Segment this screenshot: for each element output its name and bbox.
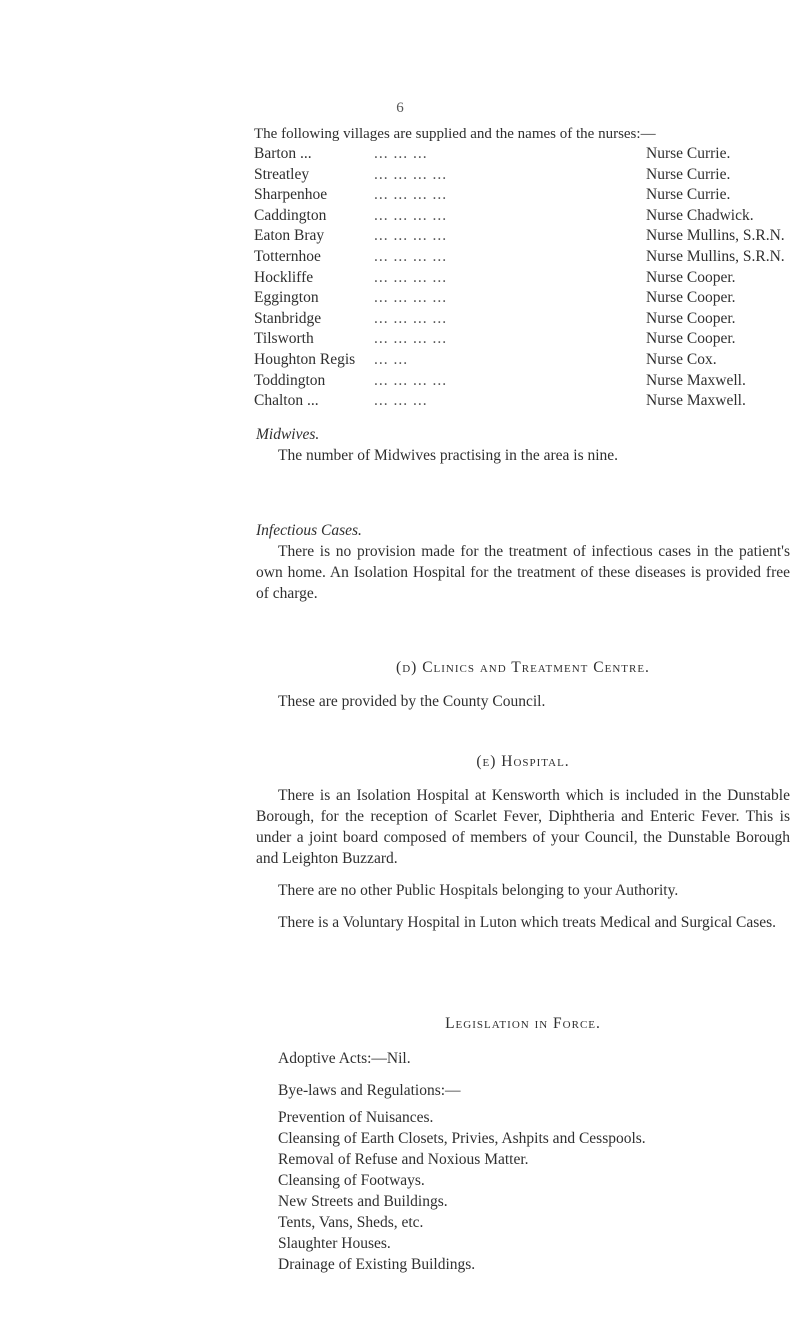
village-name: Hockliffe xyxy=(254,268,314,286)
nurse-name: Nurse Chadwick. xyxy=(646,206,754,224)
byelaw-item: Tents, Vans, Sheds, etc. xyxy=(278,1214,424,1231)
nurse-row xyxy=(254,227,800,248)
hospital-section xyxy=(256,751,790,933)
infectious-text: There is no provision made for the treatment of infectious cases in the patient's own home. An Isolation Hospital for the treatment of these diseases is provided free of charge. xyxy=(256,543,790,602)
adoptive-acts: Adoptive Acts:—Nil. xyxy=(278,1050,411,1067)
byelaw-item: Prevention of Nuisances. xyxy=(278,1109,434,1126)
leader-dots: ... ... ... xyxy=(374,145,428,162)
nurse-name: Nurse Cooper. xyxy=(646,289,736,307)
leader-dots: ... ... ... ... xyxy=(374,227,448,245)
legislation-section xyxy=(256,1013,790,1275)
nurse-row xyxy=(254,269,800,290)
nurse-name: Nurse Cooper. xyxy=(646,309,736,327)
hospital-heading: (e) Hospital. xyxy=(476,753,570,770)
midwives-section xyxy=(256,424,790,466)
byelaw-item: Slaughter Houses. xyxy=(278,1235,391,1252)
nurse-row xyxy=(254,392,800,413)
nurse-name: Nurse Mullins, S.R.N. xyxy=(646,247,785,265)
nurse-row xyxy=(254,330,800,351)
village-name: Eaton Bray xyxy=(254,227,325,245)
leader-dots: ... ... ... ... xyxy=(374,330,448,348)
leader-dots: ... ... ... ... xyxy=(374,165,448,183)
intro-line: The following villages are supplied and the names of the nurses:— xyxy=(254,126,656,142)
leader-dots: ... ... ... xyxy=(374,392,428,410)
leader-dots: ... ... ... ... xyxy=(374,371,448,389)
village-name: Streatley xyxy=(254,165,310,183)
nurse-name: Nurse Maxwell. xyxy=(646,392,746,410)
nurse-name: Nurse Currie. xyxy=(646,186,731,204)
nurse-row xyxy=(254,166,800,187)
byelaw-item: Drainage of Existing Buildings. xyxy=(278,1256,476,1273)
nurse-name: Nurse Maxwell. xyxy=(646,371,746,389)
nurse-row xyxy=(254,351,800,372)
village-name: Chalton ... xyxy=(254,392,319,410)
byelaw-item: New Streets and Buildings. xyxy=(278,1193,448,1210)
nurse-row xyxy=(254,248,800,269)
nurse-row xyxy=(254,145,800,166)
byelaw-item: Cleansing of Footways. xyxy=(278,1172,425,1189)
village-name: Toddington xyxy=(254,371,326,389)
leader-dots: ... ... ... ... xyxy=(374,247,448,265)
nurse-name: Nurse Cox. xyxy=(646,350,717,368)
village-name: Tilsworth xyxy=(254,330,314,348)
nurse-row xyxy=(254,310,800,331)
village-name: Sharpenhoe xyxy=(254,186,328,204)
nurse-row xyxy=(254,372,800,393)
clinics-text: These are provided by the County Council. xyxy=(278,693,546,710)
leader-dots: ... ... xyxy=(374,350,409,368)
nurse-row xyxy=(254,186,800,207)
nurse-name: Nurse Currie. xyxy=(646,165,731,183)
infectious-section xyxy=(256,520,790,604)
nurse-name: Nurse Currie. xyxy=(646,145,731,162)
byelaws-heading: Bye-laws and Regulations:— xyxy=(278,1082,461,1099)
nurse-row xyxy=(254,207,800,228)
hospital-text-1: There is an Isolation Hospital at Kensworth which is included in the Dunstable Borough, for the reception of Scarlet Fever, Diphtheria and Enteric Fever. This is under a joint board composed of members of your Council, the Dunstable Borough and Leighton Buzzard. xyxy=(256,787,790,867)
byelaw-item: Cleansing of Earth Closets, Privies, Ashpits and Cesspools. xyxy=(278,1130,646,1147)
hospital-text-2: There are no other Public Hospitals belonging to your Authority. xyxy=(278,882,679,899)
nurse-name: Nurse Mullins, S.R.N. xyxy=(646,227,785,245)
legislation-heading: Legislation in Force. xyxy=(445,1015,601,1032)
village-name: Eggington xyxy=(254,289,319,307)
midwives-heading: Midwives. xyxy=(256,426,320,443)
nurse-name: Nurse Cooper. xyxy=(646,268,736,286)
leader-dots: ... ... ... ... xyxy=(374,206,448,224)
hospital-text-3: There is a Voluntary Hospital in Luton which treats Medical and Surgical Cases. xyxy=(278,914,777,931)
byelaws-list xyxy=(256,1107,790,1275)
village-name: Stanbridge xyxy=(254,309,322,327)
village-name: Totternhoe xyxy=(254,247,321,265)
village-name: Caddington xyxy=(254,206,327,224)
byelaw-item: Removal of Refuse and Noxious Matter. xyxy=(278,1151,529,1168)
midwives-text: The number of Midwives practising in the area is nine. xyxy=(278,447,619,464)
village-name: Houghton Regis xyxy=(254,350,356,368)
village-name: Barton ... xyxy=(254,145,312,162)
nurse-row xyxy=(254,289,800,310)
leader-dots: ... ... ... ... xyxy=(374,186,448,204)
clinics-section xyxy=(256,657,790,712)
leader-dots: ... ... ... ... xyxy=(374,289,448,307)
clinics-heading: (d) Clinics and Treatment Centre. xyxy=(396,659,650,676)
leader-dots: ... ... ... ... xyxy=(374,309,448,327)
nurse-table xyxy=(254,145,800,413)
nurse-name: Nurse Cooper. xyxy=(646,330,736,348)
infectious-heading: Infectious Cases. xyxy=(256,522,362,539)
page-number: 6 xyxy=(396,100,404,116)
leader-dots: ... ... ... ... xyxy=(374,268,448,286)
